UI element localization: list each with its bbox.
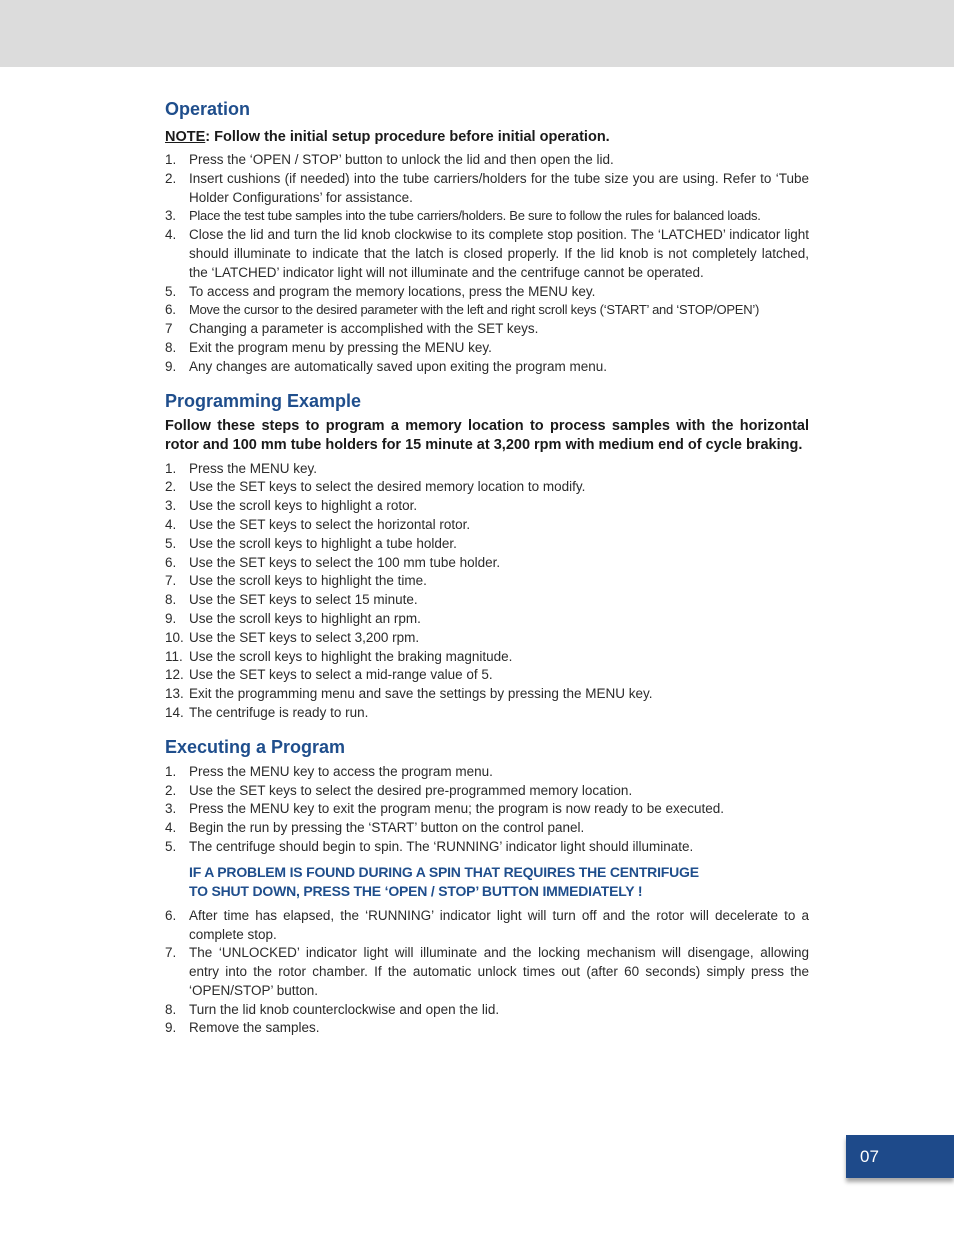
operation-steps (165, 151, 809, 377)
list-item: 10. Use the SET keys to select 3,200 rpm. (165, 629, 420, 645)
list-item: 5. Use the scroll keys to highlight a tube holder. (165, 535, 457, 551)
header-band (0, 0, 954, 67)
list-item: 9. Any changes are automatically saved upon exiting the program menu. (165, 358, 607, 374)
warning-line-1: IF A PROBLEM IS FOUND DURING A SPIN THAT REQUIRES THE CENTRIFUGE (189, 863, 699, 880)
list-item: 9. Remove the samples. (165, 1020, 320, 1036)
warning-notice (189, 863, 809, 901)
list-item: 6. After time has elapsed, the ‘RUNNING’ indicator light will turn off and the rotor will decelerate to a complete stop. (165, 907, 809, 942)
programming-steps (165, 460, 809, 723)
list-item: 3. Use the scroll keys to highlight a rotor. (165, 498, 418, 514)
list-item: 11. Use the scroll keys to highlight the braking magnitude. (165, 648, 513, 664)
list-item: 7. The ‘UNLOCKED’ indicator light will illuminate and the locking mechanism will disengage, allowing entry into the rotor chamber. If the automatic unlock times out (after 60 seconds) simply press the ‘OPEN/STOP’ button. (165, 945, 809, 998)
programming-heading: Programming Example (165, 390, 362, 411)
operation-note (165, 127, 809, 147)
list-item: 3. Place the test tube samples into the tube carriers/holders. Be sure to follow the rules for balanced loads. (165, 208, 761, 224)
list-item: 6. Use the SET keys to select the 100 mm tube holder. (165, 554, 501, 570)
page-content (165, 97, 809, 1038)
list-item: 4. Close the lid and turn the lid knob clockwise to its complete stop position. The ‘LATCHED’ indicator light should illuminate to indicate that the latch is closed properly. If the lid knob is not completely latched, the ‘LATCHED’ indicator light will not illuminate and the centrifuge cannot be operated. (165, 227, 809, 280)
executing-steps-b (165, 907, 809, 1039)
list-item: 8. Use the SET keys to select 15 minute. (165, 592, 418, 608)
list-item: 8. Turn the lid knob counterclockwise and open the lid. (165, 1001, 500, 1017)
list-item: 1. Press the ‘OPEN / STOP’ button to unlock the lid and then open the lid. (165, 152, 614, 167)
list-item: 12. Use the SET keys to select a mid-range value of 5. (165, 667, 493, 683)
executing-section (165, 735, 809, 1039)
operation-section (165, 97, 809, 377)
warning-line-2: TO SHUT DOWN, PRESS THE ‘OPEN / STOP’ BUTTON IMMEDIATELY ! (189, 882, 643, 899)
list-item: 13. Exit the programming menu and save the settings by pressing the MENU key. (165, 686, 653, 702)
list-item: 5. To access and program the memory locations, press the MENU key. (165, 283, 596, 299)
executing-heading: Executing a Program (165, 736, 346, 757)
list-item: 4. Use the SET keys to select the horizontal rotor. (165, 516, 471, 532)
list-item: 1. Press the MENU key. (165, 460, 318, 476)
list-item: 5. The centrifuge should begin to spin. The ‘RUNNING’ indicator light should illuminate. (165, 838, 694, 854)
list-item: 8. Exit the program menu by pressing the MENU key. (165, 339, 492, 355)
note-label: NOTE (165, 129, 206, 145)
list-item: 7 Changing a parameter is accomplished with the SET keys. (165, 321, 539, 337)
operation-heading: Operation (165, 99, 251, 119)
list-item: 1. Press the MENU key to access the program menu. (165, 763, 493, 779)
programming-lead: Follow these steps to program a memory location to process samples with the horizontal rotor and 100 mm tube holders for 15 minute at 3,200 rpm with medium end of cycle braking. (165, 417, 809, 453)
list-item: 9. Use the scroll keys to highlight an rpm. (165, 610, 421, 626)
note-text: : Follow the initial setup procedure before initial operation. (205, 129, 610, 145)
list-item: 4. Begin the run by pressing the ‘START’ button on the control panel. (165, 820, 585, 836)
list-item: 6. Move the cursor to the desired parameter with the left and right scroll keys (‘START’ and ‘STOP/OPEN’) (165, 302, 760, 318)
list-item: 2. Use the SET keys to select the desired memory location to modify. (165, 479, 586, 495)
list-item: 3. Press the MENU key to exit the program menu; the program is now ready to be executed. (165, 801, 725, 817)
list-item: 2. Use the SET keys to select the desired pre-programmed memory location. (165, 782, 633, 798)
executing-steps-a (165, 763, 809, 857)
list-item: 14. The centrifuge is ready to run. (165, 704, 369, 720)
page-number: 07 (860, 1147, 879, 1166)
list-item: 7. Use the scroll keys to highlight the time. (165, 573, 427, 589)
page-number-tab (846, 1135, 954, 1178)
list-item: 2. Insert cushions (if needed) into the tube carriers/holders for the tube size you are using. Refer to ‘Tube Holder Configurations’ for assistance. (165, 170, 809, 205)
programming-section (165, 389, 809, 723)
